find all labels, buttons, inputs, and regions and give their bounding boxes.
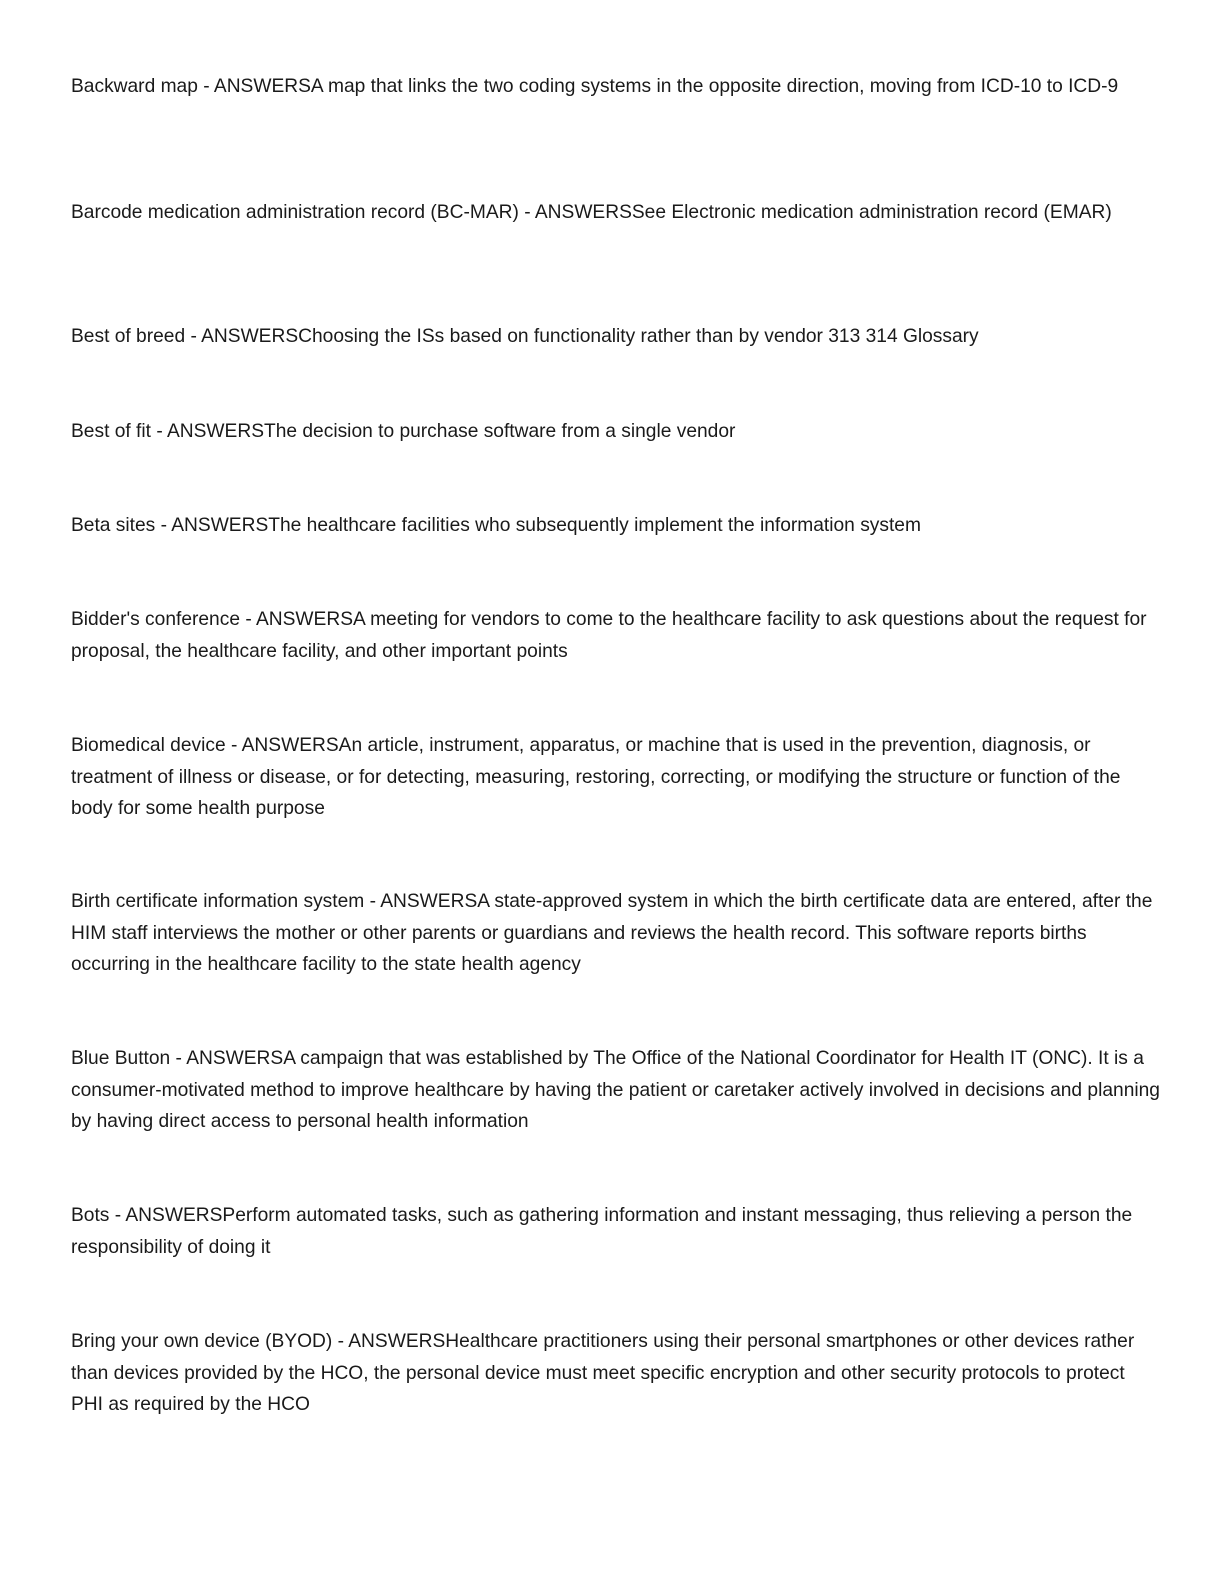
glossary-entry-bots: Bots - ANSWERSPerform automated tasks, such as gathering information and instant messaging, thus relieving a person the responsibility of doing it — [71, 1205, 1133, 1258]
glossary-entry-birth-certificate-system: Birth certificate information system - ANSWERSA state-approved system in which the birth certificate data are entered, after the HIM staff interviews the mother or other parents or guardians and reviews the health record. This software reports births occurring in the healthcare facility to the state health agency — [71, 891, 1153, 975]
glossary-entry-bidders-conference: Bidder's conference - ANSWERSA meeting for vendors to come to the healthcare facility to ask questions about the request for proposal, the healthcare facility, and other important points — [71, 609, 1147, 662]
glossary-entry-biomedical-device: Biomedical device - ANSWERSAn article, instrument, apparatus, or machine that is used in the prevention, diagnosis, or treatment of illness or disease, or for detecting, measuring, restoring, correcting, or modifying the structure or function of the body for some health purpose — [71, 735, 1121, 819]
glossary-entry-best-of-breed: Best of breed - ANSWERSChoosing the ISs based on functionality rather than by vendor 313 314 Glossary — [71, 326, 979, 347]
glossary-entry-bc-mar: Barcode medication administration record (BC-MAR) - ANSWERSSee Electronic medication administration record (EMAR) — [71, 202, 1112, 223]
glossary-entry-best-of-fit: Best of fit - ANSWERSThe decision to purchase software from a single vendor — [71, 421, 736, 442]
glossary-entry-byod: Bring your own device (BYOD) - ANSWERSHealthcare practitioners using their personal smartphones or other devices rather than devices provided by the HCO, the personal device must meet specific encryption and other security protocols to protect PHI as required by the HCO — [71, 1331, 1135, 1415]
glossary-entry-blue-button: Blue Button - ANSWERSA campaign that was established by The Office of the National Coordinator for Health IT (ONC). It is a consumer-motivated method to improve healthcare by having the patient or caretaker actively involved in decisions and planning by having direct access to personal health information — [71, 1048, 1160, 1132]
glossary-entry-beta-sites: Beta sites - ANSWERSThe healthcare facilities who subsequently implement the information system — [71, 515, 921, 536]
glossary-entry-backward-map: Backward map - ANSWERSA map that links the two coding systems in the opposite direction, moving from ICD-10 to ICD-9 — [71, 76, 1119, 97]
